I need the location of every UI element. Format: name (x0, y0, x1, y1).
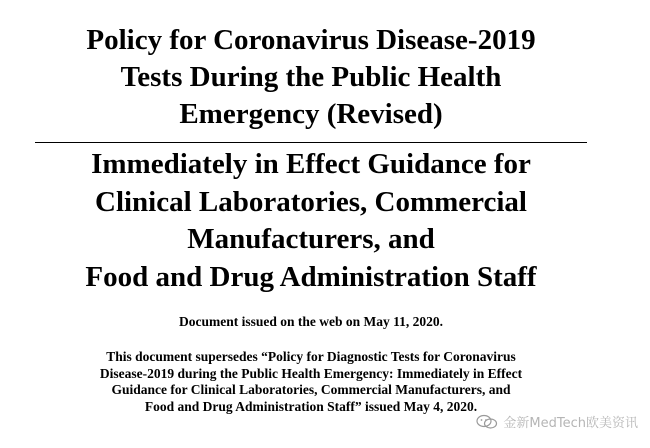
supersedes-line: Food and Drug Administration Staff” issued May 4, 2020. (144, 398, 478, 414)
title-line: Emergency (Revised) (179, 98, 443, 130)
title-line: Tests During the Public Health (120, 61, 502, 93)
horizontal-rule (35, 142, 587, 143)
subtitle-line: Clinical Laboratories, Commercial (95, 185, 527, 218)
wechat-icon (476, 414, 498, 430)
supersedes-line: Disease-2019 during the Public Health Emergency: Immediately in Effect (99, 365, 523, 381)
watermark-text: 金新MedTech欧美资讯 (503, 416, 638, 431)
document-subtitle (35, 146, 587, 296)
document-title (35, 22, 587, 133)
supersedes-note (20, 349, 602, 415)
subtitle-line: Food and Drug Administration Staff (85, 260, 537, 293)
watermark (476, 412, 638, 431)
subtitle-line: Manufacturers, and (187, 223, 435, 255)
supersedes-line: Guidance for Clinical Laboratories, Commercial Manufacturers, and (111, 382, 511, 397)
title-line: Policy for Coronavirus Disease-2019 (86, 24, 536, 56)
issued-date-note: Document issued on the web on May 11, 2020. (178, 314, 443, 329)
supersedes-line: This document supersedes “Policy for Diagnostic Tests for Coronavirus (106, 349, 516, 364)
subtitle-line: Immediately in Effect Guidance for (91, 148, 531, 180)
